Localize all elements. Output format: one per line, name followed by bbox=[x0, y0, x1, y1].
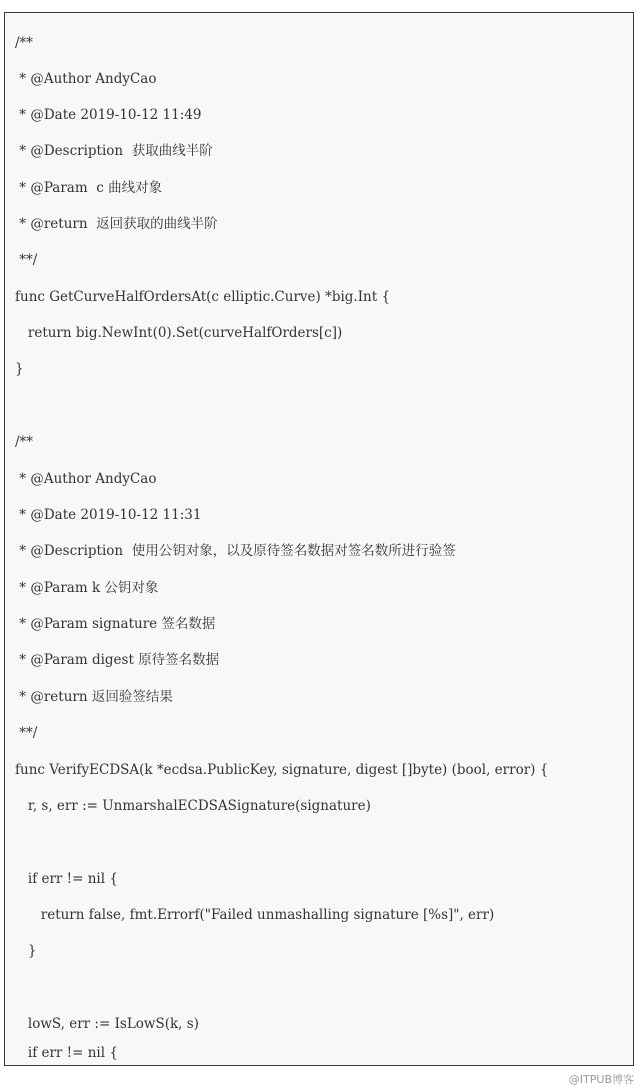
code-line: } bbox=[15, 943, 37, 959]
code-line: * @return 返回获取的曲线半阶 bbox=[15, 216, 218, 232]
code-line: * @Param signature 签名数据 bbox=[15, 616, 216, 632]
code-line: * @Description 使用公钥对象，以及原待签名数据对签名数所进行验签 bbox=[15, 543, 456, 559]
code-line: * @Author AndyCao bbox=[15, 71, 157, 87]
code-line: * @Param digest 原待签名数据 bbox=[15, 652, 220, 668]
code-line: * @Date 2019-10-12 11:31 bbox=[15, 507, 202, 523]
code-block bbox=[4, 12, 634, 1066]
code-line: if err != nil { bbox=[15, 1045, 118, 1061]
code-line: return big.NewInt(0).Set(curveHalfOrders[c]) bbox=[15, 325, 343, 341]
code-line: } bbox=[15, 361, 24, 377]
code-line: * @Description 获取曲线半阶 bbox=[15, 143, 213, 159]
code-line: /** bbox=[15, 35, 34, 51]
code-line: **/ bbox=[15, 725, 38, 741]
code-line: * @Param c 曲线对象 bbox=[15, 180, 163, 196]
code-line: **/ bbox=[15, 252, 38, 268]
code-line: r, s, err := UnmarshalECDSASignature(signature) bbox=[15, 798, 371, 814]
code-line: * @Date 2019-10-12 11:49 bbox=[15, 107, 202, 123]
code-line: * @return 返回验签结果 bbox=[15, 689, 173, 705]
code-line: if err != nil { bbox=[15, 871, 118, 887]
watermark: @ITPUB博客 bbox=[568, 1073, 634, 1086]
code-line: func VerifyECDSA(k *ecdsa.PublicKey, signature, digest []byte) (bool, error) { bbox=[15, 762, 549, 778]
code-line: func GetCurveHalfOrdersAt(c elliptic.Curve) *big.Int { bbox=[15, 289, 391, 305]
code-line: return false, fmt.Errorf("Failed unmashalling signature [%s]", err) bbox=[15, 907, 495, 923]
code-line: * @Param k 公钥对象 bbox=[15, 580, 159, 596]
code-line: lowS, err := IsLowS(k, s) bbox=[15, 1016, 199, 1032]
code-line: /** bbox=[15, 434, 34, 450]
code-line: * @Author AndyCao bbox=[15, 471, 157, 487]
